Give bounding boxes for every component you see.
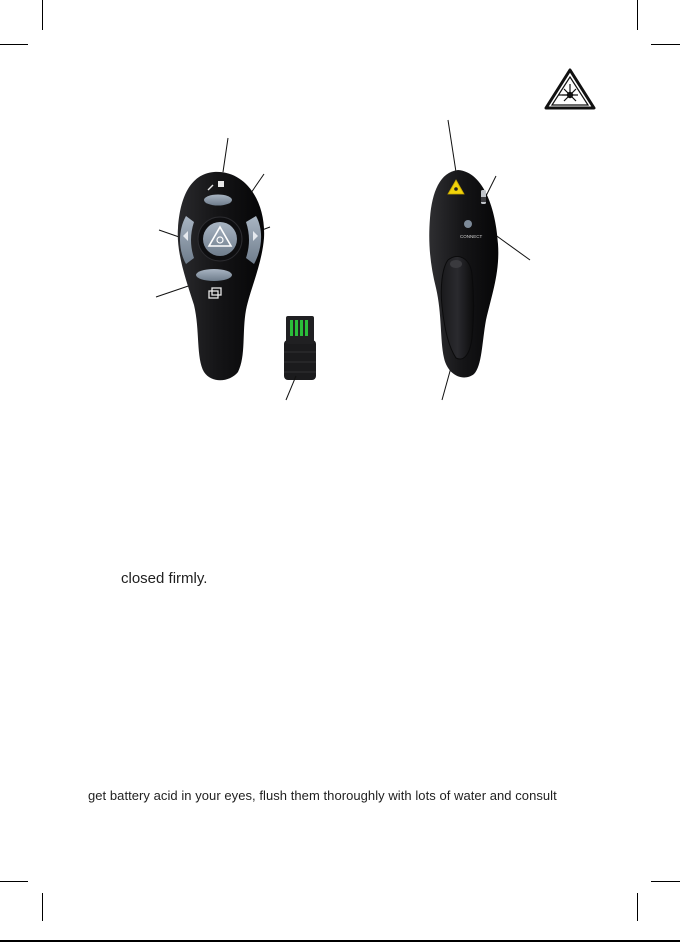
crop-mark-top-left-v <box>42 0 43 30</box>
usb-receiver <box>276 312 326 402</box>
svg-text:CONNECT: CONNECT <box>460 234 483 239</box>
crop-mark-bottom-right-h <box>651 881 680 882</box>
crop-mark-bottom-right-v <box>637 893 638 921</box>
crop-mark-bottom-left-v <box>42 893 43 921</box>
battery-warning-text: get battery acid in your eyes, flush them thoroughly with lots of water and consult <box>88 788 557 803</box>
presenter-remote-back <box>412 118 547 403</box>
crop-mark-top-right-v <box>637 0 638 30</box>
crop-mark-bottom-left-h <box>0 881 28 882</box>
laser-warning-icon <box>544 68 596 110</box>
crop-mark-top-right-h <box>651 44 680 45</box>
crop-mark-top-left-h <box>0 44 28 45</box>
closed-firmly-text: closed firmly. <box>121 570 208 587</box>
